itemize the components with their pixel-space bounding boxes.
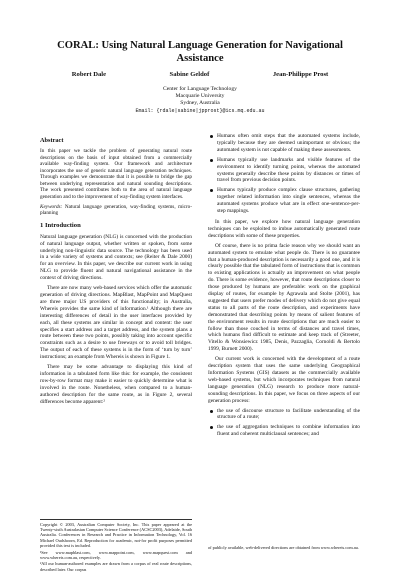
paper-title: CORAL: Using Natural Language Generation for Navigational Assistance [57,40,343,64]
author-name: Jean-Philippe Prost [272,71,329,78]
footnote: ¹See www.mapblast.com, www.mappoint.com, www.mapquest.com and www.whereis.com.au, respectively. [40,549,192,560]
bullet-item: Humans often omit steps that the automated systems include, typically because they are deemed unimportant or obvious; the automated system is not capable of making these assessments. [208,133,360,154]
abstract-text: In this paper we tackle the problem of generating natural route descriptions on the basis of input obtained from a commercially available way-finding system. Our framework and architecture incorporates the use of generic natural language generation techniques. Through examples we demonstrate that it is possible to bridge the gap between underlying representation and natural sounding descriptions. The work presented contributes both to the area of natural language generation and to the improvement of way-finding system interfaces. [40,147,192,201]
paragraph: Natural language generation (NLG) is concerned with the production of natural language output, whether written or spoken, from some underlying non-linguistic data source. The technology has been used in a wide variety of systems and contexts; see (Reiter & Dale 2000) for an overview. In this paper, we describe our current work in using NLG to provide fluent and natural navigational assistance in the context of driving directions. [40,233,192,282]
paragraph: There may be some advantage to displaying this kind of information in a tabulated form like this: for example, the consistent row-by-row format may make it easier to quickly determine what is involved in the route. Nonetheless, when compared to a human-authored description for the same route, as in Figure 2, several differences become apparent:² [40,364,192,405]
footnote-continued: of publicly available, web-delivered directions are obtained from www.whereis.com.au. [208,545,359,550]
author-name: Robert Dale [71,71,107,78]
section-heading: 1 Introduction [40,221,81,229]
keywords-text: Natural language generation, way-finding systems, micro-planning [40,203,192,217]
footnote: ²All our human-authored examples are drawn from a corpus of real route descriptions, described later. Our corpus [40,561,192,572]
affiliation-line: Macquarie University [175,93,225,100]
paragraph: In this paper, we explore how natural language generation techniques can be exploited to imbue automatically generated route descriptions with some of these properties. [208,218,360,239]
paragraph: Of course, there is no prima facie reason why we should want an automated system to emulate what people do. There is no guarantee that a human-produced description is necessarily a good one, and it is clearly possible that the tabulated form of instructions that is common to existing applications is actually an improvement on what people do. There is some evidence, however, that route descriptions closer to those produced by humans are preferable: work on the graphical display of routes, for example by Agrawala and Stolte (2001), has suggested that users prefer modes of delivery which do not give equal status to all parts of the route description, and experiments have demonstrated that describing points by means of salient features of the environment results in route descriptions that are much easier to follow than those couched in terms of distances and travel times, which humans find difficult to estimate and keep track of (Streeter, Vitello & Wonsiewicz 1985, Denis, Pazzaglia, Cornoldi & Bertolo 1999, Burnett 2000). [208,242,360,353]
paragraph: Our current work is concerned with the development of a route description system that uses the same underlying Geographical Information Systems (GIS) datasets as the commercially available web-based systems, but which incorporates techniques from natural language generation (NLG) research to produce more natural-sounding descriptions. In this paper, we focus on three aspects of our generation process: [208,356,360,404]
left-column [40,138,192,409]
right-column [208,133,360,442]
affiliation [40,86,360,115]
bullet-item: the use of discourse structure to facilitate understanding of the structure of a route; [208,408,360,422]
bullet-list [208,408,360,439]
keywords [40,204,192,217]
affiliation-line: Center for Language Technology [163,86,237,92]
abstract-heading: Abstract [40,137,64,144]
bullet-item: Humans typically produce complex clause structures, gathering together related information into single sentences, whereas the automated systems produce what are in effect one-sentence-per-step mappings. [208,187,360,215]
bullet-item: the use of aggregation techniques to combine information into fluent and coherent multiclausal sentences; and [208,424,360,438]
bullet-item: Humans typically use landmarks and visible features of the environment to identify turning points, whereas the automated systems generally describe these points by distances or times of travel from previous decision points. [208,157,360,185]
author-name: Sabine Geldof [169,71,210,78]
paragraph: There are now many web-based services which offer the automatic generation of driving directions. MapBlast, MapPoint and MapQuest are three major US providers of this functionality; in Australia, Whereis provides the same kind of information.¹ Although there are interesting differences of detail in the user interfaces provided by each, all these systems are similar in concept and content: the user specifies a start address and a target address, and the system plans a route between these two points, possibly taking into account specific constraints such as a desire to use freeways or to avoid toll bridges. The output of each of these systems is in the form of ‘turn by turn’ instructions; an example from Whereis is shown in Figure 1. [40,285,192,361]
footnotes [40,519,192,573]
author-email: Email: {rdale|sabine|jpprost}@ics.mq.edu.au [135,107,265,114]
copyright-notice: Copyright © 2003, Australian Computer Society, Inc. This paper appeared at the Twenty-sixth Australasian Computer Science Conference (ACSC2003), Adelaide, South Australia. Conferences in Research and Practice in Information Technology, Vol. 16 Michael Oudshoorn, Ed. Reproduction for academic, not-for profit purposes permitted provided this text is included. [40,522,192,548]
keywords-label: Keywords: [40,203,63,210]
bullet-list [208,133,360,215]
author-list [40,71,360,78]
affiliation-line: Sydney, Australia [180,100,220,107]
